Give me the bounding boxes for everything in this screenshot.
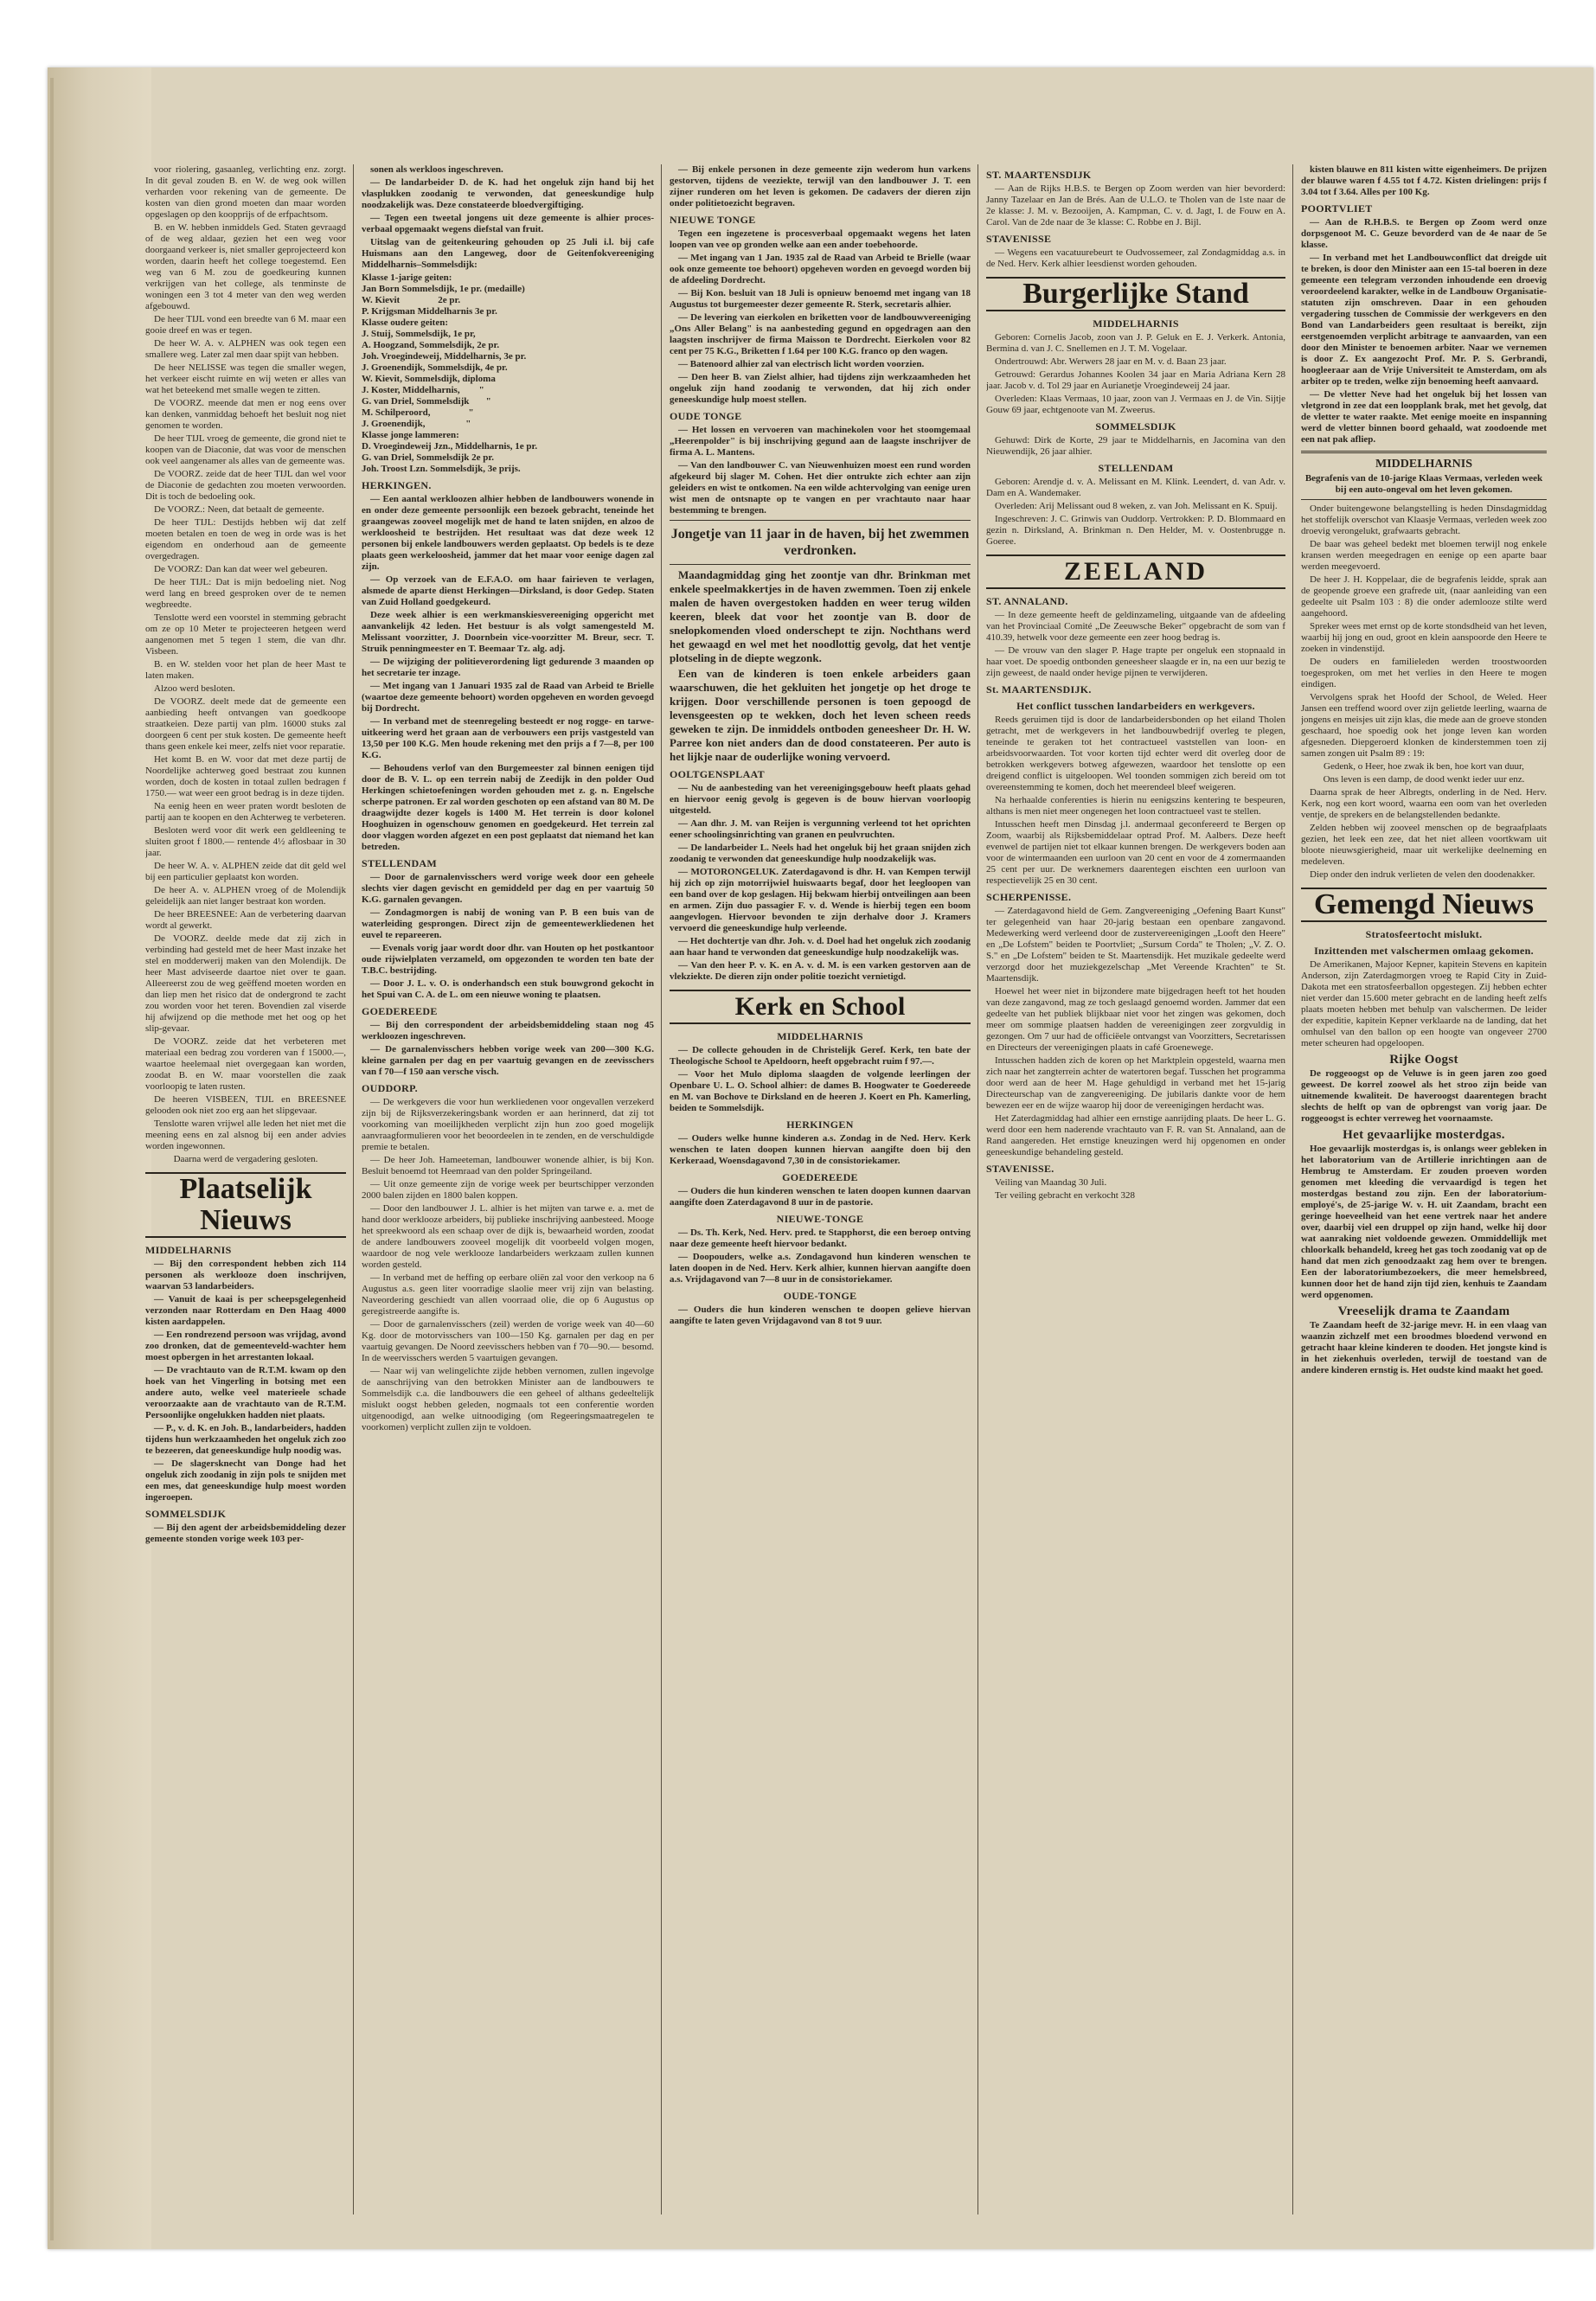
news-item: Tegen een ingezetene is procesverbaal opgemaakt wegens het laten loopen van vee op gronden welke aan een ander toebehoorde.: [670, 228, 971, 250]
article-paragraph: Na eenig heen en weer praten wordt besloten de partij aan te koopen en den Achterweg te verbeteren.: [145, 801, 346, 823]
result-line: Joh. Troost Lzn. Sommelsdijk, 3e prijs.: [362, 464, 521, 474]
news-item: — De wijziging der politieverordening ligt gedurende 3 maanden op het secretarie ter inzage.: [362, 657, 654, 678]
news-item: — Door de garnalenvisschers (zeil) werden de vorige week van 40—60 Kg. door de motorvisschers van 100—150 Kg. garnalen per dag en per vaartuig gevangen. De Noord zeevisschers hebben van f 70—90.— besomd. In de weervisschers werden 5 vaartuigen gevangen.: [362, 1319, 654, 1363]
section-title-gemengd-nieuws: Gemengd Nieuws: [1301, 888, 1547, 922]
news-item: — Voor het Mulo diploma slaagden de volgende leerlingen der Openbare U. L. O. School alhier: de dames B. Hoogwater te Goedereede en M. van Bochove te Dirksland en de heeren J. Koert en Ph. Kamerling, beiden te Sommelsdijk.: [670, 1069, 971, 1113]
news-item: — De landarbeider D. de K. had het ongeluk zijn hand bij het vlasplukken zoodanig te verwonden, dat geneeskundige hulp noodzakelijk was. Deze constateerde bloedvergiftiging.: [362, 177, 654, 210]
article-paragraph: voor riolering, gasaanleg, verlichting enz. zorgt. In dit geval zouden B. en W. de weg ook willen verharden voor rekening van de gemeente. De kosten van dien grond moeten dan maar worden opgeslagen op den koopprijs of de erfpachtsom.: [145, 164, 346, 220]
section-title-burgerlijke-stand: Burgerlijke Stand: [986, 277, 1285, 311]
news-item: Diep onder den indruk verlieten de velen den doodenakker.: [1310, 869, 1535, 880]
news-item: — De garnalenvisschers hebben vorige week van 200—300 K.G. kleine garnalen per dag en per vaartuig gevangen en de zeevisschers van f 70—f 150 aan versche visch.: [362, 1044, 654, 1077]
result-line: G. van Driel, Sommelsdijk ": [362, 396, 491, 407]
news-item: — In verband met het Landbouwconflict dat dreigde uit te breken, is door den Minister aan een 15-tal boeren in deze gemeente een telegram verzonden inhoudende een droevig veroordeelend karakter, welke in de Landbouw Organisatie-statuten zijn omschreven. Daar in een gehouden vergadering tusschen de Commissie der werkgevers en den Bond van Landarbeiders geen resultaat is bereikt, zijn eerstgenoemden verplicht arbitrage te aanvaarden, van een door den Minister te benoemen arbiter. Naar we vernemen is door Z. Ex aangezocht Prof. Mr. P. S. Gerbrandi, hoogleeraar aan de Vrije Universiteit te Amsterdam, om als arbiter op te treden, welke zijn benoeming heeft aanvaard.: [1301, 253, 1547, 387]
news-item: — Naar wij van welingelichte zijde hebben vernomen, zullen ingevolge de aanschrijving van den betrokken Minister aan de landbouwers te Sommelsdijk c.a. die landbouwers die een geheel of althans gedeeltelijk mislukt oogst hebben geleden, nogmaals tot een conferentie worden uitgenoodigd, aan welke uitnoodiging (om Regeeringsmaatregelen te voorkomen) verplicht zullen zijn te voldoen.: [362, 1366, 654, 1433]
news-item: Spreker wees met ernst op de korte stondsdheid van het leven, waarbij hij jong en oud, groot en klein aanspoorde den Heere te zoeken in vindenstijd.: [1301, 621, 1547, 654]
result-line: J. Koster, Middelharnis, ": [362, 385, 484, 395]
article-paragraph: Daarna werd de vergadering gesloten.: [173, 1154, 318, 1164]
news-item: Deze week alhier is een werkmanskiesvereeniging opgericht met aanvankelijk 42 leden. Het bestuur is als volgt samengesteld M. Melissant voorzitter, J. Doornbein vice-voorzitter M. Breur, secr. T. Struik penningmeester en T. Beemaar Tz. alg. adj.: [362, 610, 654, 654]
article-paragraph: B. en W. stelden voor het plan de heer Mast te laten maken.: [145, 659, 346, 681]
news-item: — In verband met de steenregeling besteedt er nog rogge- en tarwe-uitkeering werd het graan aan de verbouwers een prijs vastgesteld van 13,50 per 100 K.G. Men houde rekening met den prijs a f 7—8, per 100 K.G.: [362, 716, 654, 760]
result-line: J. Groenendijk, Sommelsdijk, 4e pr.: [362, 362, 508, 373]
news-item: — Het lossen en vervoeren van machinekolen voor het stoomgemaal „Heerenpolder" is bij inschrijving gegund aan de laagste inschrijver de firma A. L. Mantens.: [670, 425, 971, 458]
article-paragraph: De heer W. A. v. ALPHEN zeide dat dit geld wel bij een particulier geplaatst kon worden.: [145, 861, 346, 882]
news-item: — Een aantal werkloozen alhier hebben de landbouwers wonende in en onder deze gemeente persoonlijk een bezoek gebracht, teneinde het graangewas zooveel mogelijk met de hand te laten snijden, en alzoo de werkloosheid te bestrijden. Het resultaat was dat deze week 12 personen bij enkele landbouwers werden geplaatst. Op bedels is te deze plaats geen werkeloosheid, jammer dat het maar voor eenige dagen zal zijn.: [362, 494, 654, 572]
news-item: — Een rondrezend persoon was vrijdag, avond zoo dronken, dat de gemeenteveld-wachter hem moest opbergen in het arrestanten lokaal.: [145, 1330, 346, 1362]
column-rule: [1292, 164, 1293, 2214]
news-item: — Van den heer P. v. K. en A. v. d. M. is een varken gestorven aan de vlekziekte. De dieren zijn onder politie toezicht vernietigd.: [670, 960, 971, 982]
result-line: J. Stuij, Sommelsdijk, 1e pr,: [362, 329, 476, 339]
article-paragraph: De heeren VISBEEN, TIJL en BREESNEE gelooden ook niet zoo erg aan het slipgevaar.: [145, 1094, 346, 1116]
news-item: Zelden hebben wij zooveel menschen op de begraafplaats gezien, het leek een zee, dat het niet alleen voortkwam uit bloote nieuwsgierigheid, maar uit werkelijke deelneming en medeleven.: [1301, 823, 1547, 867]
column-2: [362, 164, 654, 2214]
news-item: — Van den landbouwer C. van Nieuwenhuizen moest een rund worden afgekeurd bij slager M. Cohen. Het dier ontrukte zich echter aan zijn geleiders en wist te ontkomen. Na een wilde achtervolging van eenige uren wist men de ontsnapte op te vangen en per vrachtauto naar haar bestemming te brengen.: [670, 460, 971, 516]
place-heading: HERKINGEN: [786, 1118, 854, 1131]
article-paragraph: De VOORZ.: Neen, dat betaalt de gemeente.: [154, 504, 324, 515]
article-paragraph: De VOORZ. meende dat men er nog eens over kan denken, vanmiddag behoeft het besluit nog niet genomen te worden.: [145, 398, 346, 431]
result-line: Klasse jonge lammeren:: [362, 430, 459, 440]
news-item: De Amerikanen, Majoor Kepner, kapitein Stevens en kapitein Anderson, zijn Zaterdagmorgen vroeg te Rapid City in Zuid-Dakota met een stratosfeerballon opgestegen. Zij hebben echter niet verder dan 15.600 meter gebracht en de landing heeft zelfs plaats moeten hebben met behulp van valschermen. De leider der expeditie, kapitein Kepner verklaarde na de landing, dat het omhulsel van den ballon op een hoogte van ongeveer 2700 meter scheuren had opgeloopen.: [1301, 959, 1547, 1048]
result-line: Joh. Vroegindeweij, Middelharnis, 3e pr.: [362, 351, 527, 362]
place-heading: St. MAARTENSDIJK.: [986, 683, 1092, 695]
news-item: — Doopouders, welke a.s. Zondagavond hun kinderen wenschen te laten doopen in de Ned. Herv. Kerk alhier, kunnen hiervan aangifte doen a.s. Vrijdagavond van 7—8 uur in de consistoriekamer.: [670, 1252, 971, 1285]
news-item: — Op verzoek van de E.F.A.O. om haar fairieven te verlagen, alsmede de aparte dienst Herkingen—Dirksland, is door Gedep. Staten van Zuid Holland goedgekeurd.: [362, 574, 654, 607]
place-heading: MIDDELHARNIS: [777, 1030, 863, 1042]
place-heading: OUDDORP.: [362, 1082, 418, 1094]
news-item: — Zondagmorgen is nabij de woning van P. B een buis van de waterleiding gesprongen. Direct zijn de gemeentewerkliedenen het euvel te repareeren.: [362, 907, 654, 940]
psalm-verse: Gedenk, o Heer, hoe zwak ik ben, hoe kort van duur,: [1324, 761, 1524, 772]
news-item: — Wegens een vacatuurebeurt te Oudvossemeer, zal Zondagmiddag a.s. in de Ned. Herv. Kerk alhier leesdienst worden gehouden.: [986, 247, 1285, 269]
news-item: — De vletter Neve had het ongeluk bij het lossen van vletgrond in zee dat een loopplank brak, met het gevolg, dat de vletter te water raakte. Met eenige moeite en inspanning werd de vletter binnen boord gehaald, wat zoodoende met een nat pak afliep.: [1301, 389, 1547, 445]
article-paragraph: De VOORZ. zeide dat de heer TIJL dan wel voor de Diaconie de gedachten zou moeten verwoorden. Dit is toch de bedoeling ook.: [145, 469, 346, 502]
news-item: Intusschen hadden zich de koren op het Marktplein opgesteld, waarna men zich naar het zangterrein achter de watertoren begaf. Tusschen het programma door werd aan de heer M. Hage gehuldigd in verband met het 15-jarig Directeurschap van de zangvereeniging. De jubilaris dankte voor de hem bewezen eer en de wijze waarop hij door de vereenigingen herdacht was.: [986, 1055, 1285, 1111]
place-heading: SCHERPENISSE.: [986, 891, 1072, 903]
place-heading: NIEUWE-TONGE: [776, 1213, 864, 1225]
article-paragraph: De heer BREESNEE: Aan de verbetering daarvan wordt al gewerkt.: [145, 909, 346, 931]
news-item: — Den heer B. van Zielst alhier, had tijdens zijn werkzaamheden het ongeluk zijn hand zoodanig te verwonden, dat hij zich onder geneeskundige hulp moest stellen.: [670, 372, 971, 405]
article-paragraph: De heer TIJL: Destijds hebben wij dat zelf moeten betalen en toen de weg in orde was is het eigendom en onderhoud aan de gemeente overgedragen.: [145, 517, 346, 561]
news-item: — Bij den correspondent hebben zich 114 personen als werklooze doen inschrijven, waarvan 53 landarbeiders.: [145, 1259, 346, 1292]
news-item: — P., v. d. K. en Joh. B., landarbeiders, hadden tijdens hun werkzaamheden het ongeluk zich zoo te bezeeren, dat geneeskundige hulp noodig was.: [145, 1423, 346, 1456]
news-item: — In verband met de heffing op eerbare oliën zal voor den verkoop na 6 Augustus a.s. geen liter voorradige slaolie meer vrij zijn van belasting. Naveordering geschiedt van allen voorraad olie, die op 6 Augustus op geregistreerde aangifte is.: [362, 1272, 654, 1317]
news-item: — Uit onze gemeente zijn de vorige week per beurtschipper verzonden 2000 balen zijden en 1800 balen koppen.: [362, 1179, 654, 1201]
article-paragraph: De heer TIJL vond een breedte van 6 M. maar een gooie dreef en was er tegen.: [145, 314, 346, 336]
column-4: [986, 164, 1285, 2214]
registry-item: Geboren: Arendje d. v. A. Melissant en M. Klink. Leendert, d. van Adr. v. Dam en A. Wandemaker.: [986, 477, 1285, 498]
article-paragraph: De heer TIJL vroeg de gemeente, die grond niet te koopen van de Diaconie, dat was voor de menschen ook veel aangenamer als alles van de gemeente was.: [145, 433, 346, 466]
column-3: [670, 164, 971, 2214]
news-item: — Bij Kon. besluit van 18 Juli is opnieuw benoemd met ingang van 18 Augustus tot burgemeester dezer gemeente R. Sterk, secretaris alhier.: [670, 288, 971, 310]
lead-paragraph: Een van de kinderen is toen enkele arbeiders gaan waarschuwen, die het gekluiten het jongetje op het droge te krijgen. Door verschillende personen is toen gepoogd de levensgeesten op te wekken, doch het leven scheen reeds geweken te zijn. De inmiddels ontboden geneesheer Dr. H. W. Parree kon niet anders dan de dood constateeren. Per auto is het lijkje naar de ouderlijke woning vervoerd.: [670, 667, 971, 763]
article-headline: Het gevaarlijke mosterdgas.: [1343, 1128, 1505, 1142]
news-item: Na herhaalde conferenties is hierin nu eenigszins kentering te bespeuren, althans is men niet meer ongenegen het loon contractueel vast te stellen.: [986, 795, 1285, 817]
news-item: Hoewel het weer niet in bijzondere mate bijgedragen heeft tot het houden van deze zangavond, mag ze toch geslaagd genoemd worden. Jammer dat een gedeelte van het publiek blijkbaar niet voor het zingen was gekomen, doch meer om sommige plaatsen hadden de vereenigingen zeer zorgvuldig in gezongen. Om 7 uur had de officiëele ontvangst van Voorzitters, Secretarissen en Directeurs der vereenigingen plaats in café Groenewege.: [986, 986, 1285, 1053]
registry-item: Ingeschreven: J. C. Grinwis van Ouddorp. Vertrokken: P. D. Blommaard en gezin n. Dirksland, A. Brinkman n. Den Helder, M. v. Oostenbrugge n. Goeree.: [986, 514, 1285, 547]
news-item: — Bij enkele personen in deze gemeente zijn wederom hun varkens gestorven, tijdens de veeziekte, terwijl van den landbouwer J. T. een zijner runderen om het leven is gekomen. De cadavers der dieren zijn onder politietoezicht begraven.: [670, 164, 971, 208]
place-heading: MIDDELHARNIS: [145, 1244, 232, 1256]
registry-item: Overleden: Arij Melissant oud 8 weken, z. van Joh. Melissant en K. Spuij.: [995, 501, 1278, 511]
news-item: — Ds. Th. Kerk, Ned. Herv. pred. te Stapphorst, die een beroep ontving naar deze gemeente heeft hiervoor bedankt.: [670, 1227, 971, 1249]
news-item: — Vanuit de kaai is per scheepsgelegenheid verzonden naar Rotterdam en Den Haag 4000 kisten aardappelen.: [145, 1294, 346, 1327]
registry-item: Geboren: Cornelis Jacob, zoon van J. P. Geluk en E. J. Verkerk. Antonia, Bermina d. van J. C. Snellemen en J. T. M. Vogelaar.: [986, 332, 1285, 354]
news-item: — Ouders die hun kinderen wenschen te laten doopen kunnen daarvan aangifte doen Zaterdagavond 8 uur in de pastorie.: [670, 1186, 971, 1208]
news-item: — Batenoord alhier zal van electrisch licht worden voorzien.: [678, 359, 925, 369]
result-line: W. Kievit 2e pr.: [362, 295, 461, 305]
article-subheadline: Het conflict tusschen landarbeiders en werkgevers.: [1016, 700, 1255, 712]
place-heading: MIDDELHARNIS: [1093, 317, 1179, 330]
divider: [1301, 451, 1547, 453]
place-heading: ST. MAARTENSDIJK: [986, 169, 1092, 181]
article-paragraph: De heer TIJL: Dat is mijn bedoeling niet. Nog werd lang en breed gesproken over de te nemen wegbreedte.: [145, 577, 346, 610]
news-item: — Met ingang van 1 Jan. 1935 zal de Raad van Arbeid te Brielle (waar ook onze gemeente toe behoort) opgeheven worden en gevoegd worden bij de afdeeling Dordrecht.: [670, 253, 971, 285]
result-line: Jan Born Sommelsdijk, 1e pr. (medaille): [362, 284, 525, 294]
section-title-kerk-en-school: Kerk en School: [670, 990, 971, 1024]
divider: [670, 520, 971, 521]
divider: [670, 564, 971, 565]
article-paragraph: Het komt B. en W. voor dat met deze partij de Noordelijke achterweg goed bestraat zou kunnen worden, doch de kosten in totaal zullen bedragen f 1750.— wat weer een groot bedrag is in deze tijden.: [145, 754, 346, 798]
news-item: — De werkgevers die voor hun werkliedenen voor ongevallen verzekerd zijn bij de Rijksverzekeringsbank worden er aan herinnerd, dat zij tot voorkoming van moeilijkheden verplicht zijn hun zoo goed mogelijk aanvraagformulieren voor het beoordeelen in te zenden, en de verschuldigde premie te betalen.: [362, 1097, 654, 1152]
psalm-verse: Ons leven is een damp, de dood wenkt ieder uur enz.: [1323, 774, 1525, 785]
column-1: [145, 164, 346, 2214]
column-rule: [661, 164, 662, 2214]
article-paragraph: De heer NELISSE was tegen die smaller wegen, het verkeer eischt ruimte en wij weten er alles van wat het beteekend met smalle wegen te zitten.: [145, 362, 346, 395]
news-item: — De vrachtauto van de R.T.M. kwam op den hoek van het Vingerling in botsing met een andere auto, welke veel materieele schade veroorzaakte aan de vrachtauto van de R.T.M. Persoonlijke ongelukken hadden niet plaats.: [145, 1365, 346, 1420]
place-heading: SOMMELSDIJK: [145, 1508, 227, 1520]
article-subheadline: Inzittenden met valschermen omlaag gekomen.: [1314, 945, 1534, 957]
article-paragraph: De heer W. A. v. ALPHEN was ook tegen een smallere weg. Later zal men daar spijt van hebben.: [145, 338, 346, 360]
article-headline: Vreeselijk drama te Zaandam: [1337, 1304, 1510, 1318]
news-item: — De collecte gehouden in de Christelijk Geref. Kerk, ten bate der Theologische School te Apeldoorn, heeft opgebracht ruim f 97.—.: [670, 1045, 971, 1067]
article-paragraph: Alzoo werd besloten.: [154, 683, 235, 694]
section-title-zeeland: ZEELAND: [986, 554, 1285, 589]
place-heading: STELLENDAM: [362, 857, 438, 869]
registry-item: Getrouwd: Gerardus Johannes Koolen 34 jaar en Maria Adriana Kern 28 jaar. Jacob v. d. Tol 29 jaar en Aurianetje Vroegindeweij 24 jaar.: [986, 369, 1285, 391]
news-item: — Zaterdagavond hield de Gem. Zangvereeniging „Oefening Baart Kunst" ter gelegenheid van haar 20-jarig bestaan een openbare zangavond. Medewerking werd verleend door de zustervereenigingen „Looft den Heere" en „De Lofstem" beiden te Poortvliet; „Sursum Corda" te Tholen; „V. Z. O. S." en „De Lofstem" beiden te St. Maartensdijk. Het muzikale gedeelte werd verzorgd door het muziekgezelschap „Met Vereende Krachten" te St. Maartensdijk.: [986, 906, 1285, 984]
newspaper-page: [145, 164, 1547, 2214]
place-heading: STELLENDAM: [1098, 462, 1174, 474]
news-item: — Nu de aanbesteding van het vereenigingsgebouw heeft plaats gehad en hiervoor eenig gevolg is gegeven is de bouw hiervan voorloopig uitgesteld.: [670, 783, 971, 816]
news-item: — Bij den agent der arbeidsbemiddeling dezer gemeente stonden vorige week 103 per-: [145, 1522, 346, 1544]
news-item: — De levering van eierkolen en briketten voor de landbouwvereeniging „Ons Aller Belang" is na aanbesteding gegund en opgedragen aan den laagsten inschrijver de firma Maisson te Dordrecht. Eierkolen voor 82 cent per 75 K.G., Briketten f 1.64 per 100 K.G. franco op den wagen.: [670, 312, 971, 356]
news-item: De baar was geheel bedekt met bloemen terwijl nog enkele kransen werden meegedragen en eenige op een aparte baar werden meegevoerd.: [1301, 539, 1547, 572]
news-item: — Aan de Rijks H.B.S. te Bergen op Zoom werden van hier bevorderd: Janny Tazelaar en Jan de Brés. Aan de U.L.O. te Tholen van de 1ste naar de 2e klasse: J. M. v. Bezooijen, A. Kampman, C. v. d. Jagt, I. de Fouw en A. Carol. Van de 2de naar de 3e klasse: C. Robbe en J. Bijl.: [986, 183, 1285, 228]
news-item: Onder buitengewone belangstelling is heden Dinsdagmiddag het stoffelijk overschot van Klaasje Vermaas, verleden week zoo droevig verongelukt, grafwaarts gebracht.: [1301, 503, 1547, 536]
article-paragraph: De heer A. v. ALPHEN vroeg of de Molendijk geleidelijk aan niet langer bestraat kon worden.: [145, 885, 346, 907]
place-heading: GOEDEREEDE: [362, 1005, 438, 1017]
news-item: Te Zaandam heeft de 32-jarige mevr. H. in een vlaag van waanzin zichzelf met een broodmes bloedend verwond en getracht haar kleine kinderen te dooden. Het jongste kind is in het ziekenhuis overleden, terwijl de toestand van de andere kinderen ernstig is. Het oudste kind maakt het goed.: [1301, 1320, 1547, 1375]
news-item: — Door J. L. v. O. is onderhandsch een stuk bouwgrond gekocht in het Spui van C. A. de L. om een nieuwe woning te plaatsen.: [362, 978, 654, 1000]
result-line: W. Kievit, Sommelsdijk, diploma: [362, 374, 496, 384]
column-5: [1301, 164, 1547, 2214]
news-item: — De landarbeider L. Neels had het ongeluk bij het graan snijden zich zoodanig te verwonden dat geneeskundige hulp noodzakelijk was.: [670, 843, 971, 864]
goat-show-results: [362, 272, 654, 475]
news-item: — MOTORONGELUK. Zaterdagavond is dhr. H. van Kempen terwijl hij zich op zijn motorrijwiel huiswaarts begaf, door het leegloopen van een band over de kop geslagen. Hij bekwam hierbij ontveilingen aan been en armen. Zijn duo passagier F. v. d. Wende is hierbij tegen een boom aangevlogen. Hiervoor bevonden te zijn derhalve door J. Kramers vervoerd die geneeskundige hulp verleende.: [670, 867, 971, 933]
news-item: Daarna sprak de heer Albregts, onderling in de Ned. Herv. Kerk, nog een kort woord, waarna een oom van het overleden ventje, de sprekers en de belangstellenden bedankte.: [1301, 787, 1547, 820]
place-heading: STAVENISSE.: [986, 1163, 1054, 1175]
news-item: — Aan dhr. J. M. van Reijen is vergunning verleend tot het oprichten eener schoolingsinrichting van granen en peulvruchten.: [670, 818, 971, 840]
place-heading: HERKINGEN.: [362, 479, 432, 491]
news-item: — Tegen een tweetal jongens uit deze gemeente is alhier proces-verbaal opgemaakt wegens diefstal van fruit.: [362, 213, 654, 234]
news-item: — Bij den correspondent der arbeidsbemiddeling staan nog 45 werkloozen ingeschreven.: [362, 1020, 654, 1042]
result-line: P. Krijgsman Middelharnis 3e pr.: [362, 306, 497, 317]
article-paragraph: De VOORZ. deelt mede dat de gemeente een aanbieding heeft ontvangen van goedkoope straatkeien. Deze partij van plm. 16000 stuks zal doorgeen 6 cent per stuk kosten. De gemeente heeft thans geen enkele kei meer, zelfs niet voor reparatie.: [145, 696, 346, 752]
result-line: D. Vroegindeweij Jzn., Middelharnis, 1e pr.: [362, 441, 538, 452]
article-headline: Stratosfeertocht mislukt.: [1365, 928, 1483, 940]
divider: [1301, 499, 1547, 500]
news-item: — De slagersknecht van Donge had het ongeluk zich zoodanig in zijn pols te snijden met een mes, dat geneeskundige hulp moest worden ingeroepen.: [145, 1458, 346, 1503]
place-heading: ST. ANNALAND.: [986, 595, 1068, 607]
place-heading: OUDE-TONGE: [783, 1290, 857, 1302]
news-item: De ouders en familieleden werden troostwoorden toegesproken, om met het verlies in den Heere te mogen eindigen.: [1301, 657, 1547, 689]
article-paragraph: Tenslotte waren vrijwel alle leden het niet met die meening eens en zal alsnog bij een ander advies worden ingewonnen.: [145, 1118, 346, 1151]
binding-edge: [48, 67, 151, 2249]
article-subheadline: Begrafenis van de 10-jarige Klaas Vermaas, verleden week bij een auto-ongeval om het leven gekomen.: [1304, 473, 1543, 495]
place-heading: OOLTGENSPLAAT: [670, 768, 765, 780]
article-paragraph: Besloten werd voor dit werk een geldleening te sluiten groot f 1800.— rentende 4½ aflosbaar in 30 jaar.: [145, 825, 346, 858]
result-line: M. Schilperoord, ": [362, 407, 474, 418]
result-line: G. van Driel, Sommelsdijk 2e pr.: [362, 452, 494, 463]
news-item: — Ouders die hun kinderen wenschen te doopen gelieve hiervan aangifte te laten geven Vrijdagavond van 8 tot 9 uur.: [670, 1304, 971, 1326]
news-item: Vervolgens sprak het Hoofd der School, de Weled. Heer Jansen een treffend woord over zijn gelietde leerling, waarna de jongens en meisjes uit zijn klas, die mede aan de groeve stonden geschaard, hoe spoedig ook het jonge leven kan worden afgesneden. Diepgeroerd klonken de kinderstemmen toen zij samen zongen uit Psalm 89 : 19:: [1301, 692, 1547, 759]
article-paragraph: B. en W. hebben inmiddels Ged. Staten gevraagd of de weg aldaar, gezien het een weg voor doorgaand verkeer is, niet smaller geprojecteerd kon worden, daarin heeft het college toegestemd. Een weg van 6 M. zou de goedkeuring kunnen verkrijgen van het college, als tenminste de woningen een 3 tot 4 meter van den weg werden afgebouwd.: [145, 222, 346, 311]
news-item: De heer J. H. Koppelaar, die de begrafenis leidde, sprak aan de geopende groeve een grafrede uit, (naar aanleiding van een gedeelte uit Psalm 103 : 8) die onder ademlooze stilte werd aangehoord.: [1301, 574, 1547, 619]
news-item: — Met ingang van 1 Januari 1935 zal de Raad van Arbeid te Brielle (waartoe deze gemeente behoort) worden opgeheven en worden gevoegd bij Dordrecht.: [362, 681, 654, 714]
news-item: Reeds geruimen tijd is door de landarbeidersbonden op het eiland Tholen getracht, met de werkgevers in het landbouwbedrijf overleg te plegen, teneinde te geraken tot het contractueel vaststellen van loon- en arbeidsvoorwaarden. Tot voor korten tijd echter werd dit overleg door de betrokken werkgevers botweg afgewezen, waardoor het tenslotte op een dreigend conflict is uitgeloopen. Wel toonden sommigen zich bereid om tot overeenstemming te komen, doch het meerendeel bleef weigeren.: [986, 715, 1285, 792]
place-heading: SOMMELSDIJK: [1095, 420, 1176, 433]
news-item: Intusschen heeft men Dinsdag j.l. andermaal geconfereerd te Bergen op Zoom, waarbij als Rijksbemiddelaar optrad Prof. M. Aalbers. Deze heeft evenwel de partijen niet tot elkaar kunnen brengen. De werkgevers boden aan voor de wintermaanden een uurloon van 20 cent en voor de 4 zomermaanden 25 cent per uur. De werknemers daarentegen eischten een uurloon van respectievelijk 25 en 30 cent.: [986, 819, 1285, 886]
registry-item: Ondertrouwd: Abr. Werwers 28 jaar en M. v. d. Baan 23 jaar.: [995, 356, 1227, 367]
article-paragraph: Tenslotte werd een voorstel in stemming gebracht om ze op 10 Meter te projecteeren hetgeen werd aangenomen met 5 tegen 1 stem, die van dhr. Visbeen.: [145, 612, 346, 657]
news-item: — Door de garnalenvisschers werd vorige week door een geheele slechts vier dagen gevischt en gemiddeld per dag en per vaartuig 50 K.G. garnalen gevangen.: [362, 872, 654, 905]
article-paragraph: De VOORZ. deelde mede dat zij zich in verbinding had gesteld met de heer Mast inzake het stel en modderwerij maken van den Molendijk. De heer Mast adviseerde daartoe niet over te gaan. Alleereerst zou de weg geëffend moeten worden en dan liep men het risico dat de ondergrond te zacht zou worden voor het teren. Bovendien zal viserde hij afwijzend op die methode met het oog op het slip-gevaar.: [145, 933, 346, 1034]
news-item: — Evenals vorig jaar wordt door dhr. van Houten op het postkantoor oude rijwielplaten verzameld, om opgezonden te worden ten bate der T.B.C. bestrijding.: [362, 943, 654, 976]
news-item: Uitslag van de geitenkeuring gehouden op 25 Juli i.l. bij cafe Huismans aan den Langeweg, door de Geitenfokvereeniging Middelharnis–Sommelsdijk:: [362, 237, 654, 270]
news-item: — Ouders welke hunne kinderen a.s. Zondag in de Ned. Herv. Kerk wenschen te laten doopen kunnen hiervan aangifte doen bij den Kerkeraad, Woensdagavond 7,30 in de consistoriekamer.: [670, 1133, 971, 1166]
result-line: Klasse 1-jarige geiten:: [362, 272, 452, 283]
news-item: — De vrouw van den slager P. Hage trapte per ongeluk een stopnaald in haar voet. De spoedig ontbonden geneesheer slaagde er in, na een uur bezig te zijn geweest, de naald onder hevige pijnen te verwijderen.: [986, 645, 1285, 678]
article-headline: Rijke Oogst: [1389, 1053, 1458, 1067]
news-item: Hoe gevaarlijk mosterdgas is, is onlangs weer gebleken in het laboratorium van de Artillerie inrichtingen aan de Hembrug te Amsterdam. Er zouden proeven worden genomen met kleeding die vervaardigd is tegen het mosterdgas bestand zou zijn. Een der laboratorium-employé's, de 25-jarige W. v. H. uit Zaandam, bracht een geringe hoeveelheid van het eene vertrek naar het andere over, daarbij viel een druppel op zijn hand, welke hij door wat aanraking niet voldoende gewezen. Ommiddellijk met chloorkalk behandeld, kreeg het gas toch zoodanig vat op de hand dat men zich genoodzaakt zag hem over te brengen. Een der laboratoriumbezoekers, die meer hemelsbreed, kunnen door het de hand zijn tijd zien, kenhuis te Zaandam werd opgenomen.: [1301, 1144, 1547, 1300]
place-heading: GOEDEREEDE: [782, 1171, 858, 1183]
news-item: — Door den landbouwer J. L. alhier is het mijten van tarwe e. a. met de hand door werklooze arbeiders, bij publieke inschrijving aanbesteed. Mooge het spreekwoord als een schaap over de dijk is, bewaarheid worden, zoodat de andere landbouwers zooveel mogelijk dit voorbeeld volgen mogen, waardoor de nog vele werklooze landarbeiders werkzaam zullen kunnen worden gesteld.: [362, 1203, 654, 1270]
news-item: Ter veiling gebracht en verkocht 328: [995, 1190, 1136, 1201]
result-line: Klasse oudere geiten:: [362, 317, 449, 328]
result-line: A. Hoogzand, Sommelsdijk, 2e pr.: [362, 340, 500, 350]
place-heading: STAVENISSE: [986, 233, 1052, 245]
lead-paragraph: Maandagmiddag ging het zoontje van dhr. Brinkman met enkele speelmakkertjes in de haven zwemmen. Toen zij enkele malen de haven overgestoken hadden en weer terug wilden keeren, bleek dat voor het zoontje van B. door de snelopkomenden vloed onderschept te zijn. Nochthans werd het gewaagd en wel met het noodlottig gevolg, dat het ventje plotseling in de diepte wegzonk.: [670, 568, 971, 664]
registry-item: Overleden: Klaas Vermaas, 10 jaar, zoon van J. Vermaas en J. de Vin. Sijtje Gouw 69 jaar, echtgenoote van M. Zweerus.: [986, 394, 1285, 415]
news-item: kisten blauwe en 811 kisten witte eigenheimers. De prijzen der blauwe waren f 4.55 tot f 4.72. Kisten drielingen: prijs f 3.04 tot f 3.64. Alles per 100 Kg.: [1301, 164, 1547, 197]
result-line: J. Groenendijk, ": [362, 419, 471, 429]
place-heading: POORTVLIET: [1301, 202, 1373, 215]
article-headline: Jongetje van 11 jaar in de haven, bij het zwemmen verdronken.: [670, 527, 970, 558]
article-paragraph: De VOORZ: Dan kan dat weer wel gebeuren.: [154, 564, 328, 574]
section-title-plaatselijk-nieuws: Plaatselijk Nieuws: [145, 1172, 346, 1238]
news-item: — Het dochtertje van dhr. Joh. v. d. Doel had het ongeluk zich zoodanig aan haar hand te verwonden dat geneeskundige hulp noodzakelijk was.: [670, 936, 971, 958]
news-item: sonen als werkloos ingeschreven.: [370, 164, 503, 175]
section-title-middelharnis: MIDDELHARNIS: [1375, 458, 1472, 471]
place-heading: OUDE TONGE: [670, 410, 742, 422]
news-item: Veiling van Maandag 30 Juli.: [995, 1177, 1107, 1188]
news-item: — De heer Joh. Hameeteman, landbouwer wonende alhier, is bij Kon. Besluit benoemd tot Heemraad van den polder Springeiland.: [362, 1155, 654, 1176]
news-item: — Aan de R.H.B.S. te Bergen op Zoom werd onze dorpsgenoot M. C. Geuze bevorderd van de 4e naar de 5e klasse.: [1301, 217, 1547, 250]
news-item: — In deze gemeente heeft de geldinzameling, uitgaande van de afdeeling van het Provinciaal Comité „De Zeeuwsche Beker" opgebracht de som van f 410.39, hetwelk voor deze gemeente een zeer hoog bedrag is.: [986, 610, 1285, 643]
registry-item: Gehuwd: Dirk de Korte, 29 jaar te Middelharnis, en Jacomina van den Nieuwendijk, 26 jaar alhier.: [986, 435, 1285, 457]
news-item: De roggeoogst op de Veluwe is in geen jaren zoo goed geweest. De korrel zoowel als het stroo zijn beide van uitnemende kwaliteit. De haveroogst daarentegen bracht slechts de helft op van de opbrengst van vorig jaar. De roggeoogst is echter verreweg het voornaamste.: [1301, 1068, 1547, 1124]
news-item: — Behoudens verlof van den Burgemeester zal binnen eenigen tijd door de B. V. L. op een terrein nabij de Zeedijk in den polder Oud Herkingen schietoefeningen worden gehouden met z. g. n. Engelsche scherpe patronen. Er zal worden geschoten op een afstand van 80 M. De draagwijdte dezer kogels is 1400 M. Het terrein is door kolonel Hooghuizen in ogenschouw genomen en goedgekeurd. Het terrein zal door vlaggen worden afgezet en een post geplaatst dat niemand het kan betreden.: [362, 763, 654, 852]
page-fold: [50, 78, 54, 2240]
article-paragraph: De VOORZ. zeide dat het verbeteren met materiaal een bedrag zou vorderen van f 15000.—, waartoe heelemaal niet overgegaan kan worden, zoodat B. en W. maar voorstellen die zaak voorloopig te laten rusten.: [145, 1036, 346, 1092]
column-rule: [353, 164, 354, 2214]
place-heading: NIEUWE TONGE: [670, 214, 756, 226]
column-rule: [977, 164, 978, 2214]
news-item: Het Zaterdagmiddag had alhier een ernstige aanrijding plaats. De heer L. G. werd door een hem naderende vrachtauto van F. R. van St. Annaland, aan de Rand aangereden. Het ernstige kneuzingen werd hij opgenomen en onder geneeskundige behandeling gesteld.: [986, 1113, 1285, 1157]
